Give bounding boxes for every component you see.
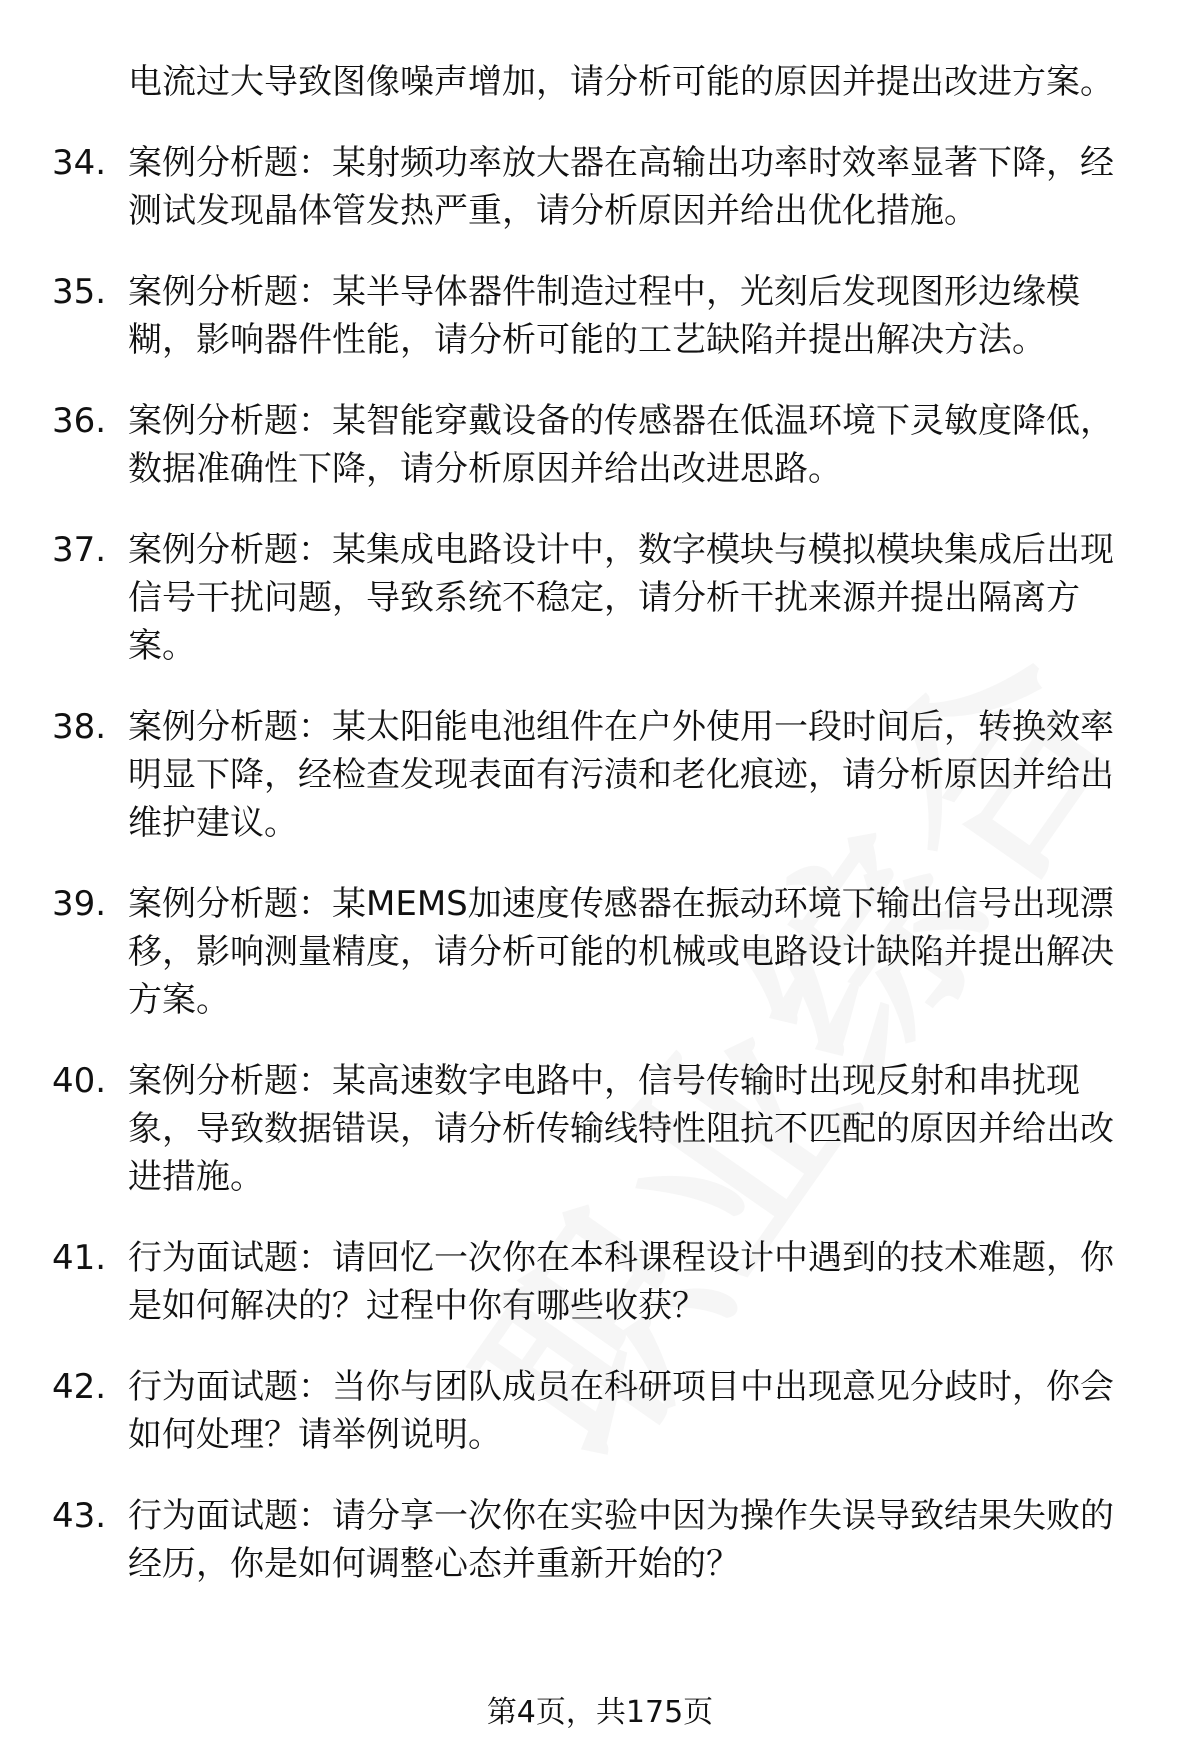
question-text: 行为面试题：当你与团队成员在科研项目中出现意见分歧时，你会如何处理？请举例说明。 [128,1367,1114,1455]
question-number: 42. [52,1367,107,1407]
question-item [0,1492,1200,1588]
question-item [0,397,1200,493]
question-item [0,1234,1200,1330]
continued-question-text: 电流过大导致图像噪声增加，请分析可能的原因并提出改进方案。 [128,62,1114,102]
question-number: 40. [52,1061,107,1101]
question-text: 案例分析题：某半导体器件制造过程中，光刻后发现图形边缘模糊，影响器件性能，请分析可能的工艺缺陷并提出解决方法。 [128,272,1080,360]
question-item [0,880,1200,1024]
question-text: 案例分析题：某太阳能电池组件在户外使用一段时间后，转换效率明显下降，经检查发现表面有污渍和老化痕迹，请分析原因并给出维护建议。 [128,707,1114,843]
question-text: 案例分析题：某MEMS加速度传感器在振动环境下输出信号出现漂移，影响测量精度，请分析可能的机械或电路设计缺陷并提出解决方案。 [128,884,1114,1020]
question-number: 34. [52,143,107,183]
question-text: 行为面试题：请分享一次你在实验中因为操作失误导致结果失败的经历，你是如何调整心态并重新开始的？ [128,1496,1114,1584]
question-number: 37. [52,530,107,570]
question-number: 36. [52,401,107,441]
question-number: 43. [52,1496,107,1536]
question-text: 案例分析题：某射频功率放大器在高输出功率时效率显著下降，经测试发现晶体管发热严重，请分析原因并给出优化措施。 [128,143,1114,231]
question-text: 行为面试题：请回忆一次你在本科课程设计中遇到的技术难题，你是如何解决的？过程中你有哪些收获？ [128,1238,1114,1326]
question-item [0,139,1200,235]
question-text: 案例分析题：某智能穿戴设备的传感器在低温环境下灵敏度降低，数据准确性下降，请分析原因并给出改进思路。 [128,401,1114,489]
question-number: 39. [52,884,107,924]
question-number: 38. [52,707,107,747]
question-list [0,58,1200,1621]
question-text: 案例分析题：某集成电路设计中，数字模块与模拟模块集成后出现信号干扰问题，导致系统不稳定，请分析干扰来源并提出隔离方案。 [128,530,1114,666]
question-item [0,703,1200,847]
question-item [0,526,1200,670]
question-number: 41. [52,1238,107,1278]
question-number: 35. [52,272,107,312]
question-item [0,1363,1200,1459]
question-text: 案例分析题：某高速数字电路中，信号传输时出现反射和串扰现象，导致数据错误，请分析传输线特性阻抗不匹配的原因并给出改进措施。 [128,1061,1114,1197]
page-footer: 第4页，共175页 [486,1695,714,1730]
question-item [0,1057,1200,1201]
question-item [0,268,1200,364]
